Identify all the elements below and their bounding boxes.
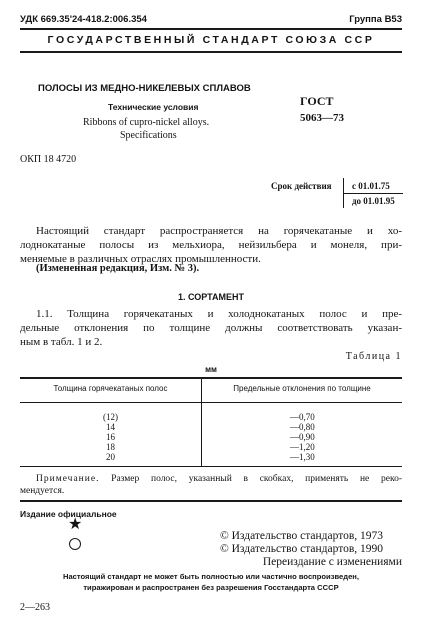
note-label: Примечание. (36, 474, 100, 484)
table-cell-thickness: 18 (106, 442, 115, 452)
star-icon: ★ (68, 516, 83, 533)
table-header-rule (20, 402, 402, 403)
intro-line: лоднокатаные полосы из мельхиора, нейзильбера и монеля, при- (20, 239, 402, 251)
section-line: ным в табл. 1 и 2. (20, 336, 103, 348)
copyright-notice-line2: тиражирован и распространен без разрешения Госстандарта СССР (83, 583, 339, 592)
table-cell-tolerance: —0,90 (290, 432, 315, 442)
table-header-thickness: Толщина горячекатаных полос (53, 384, 168, 393)
standard-banner: ГОСУДАРСТВЕННЫЙ СТАНДАРТ СОЮЗА ССР (47, 34, 375, 46)
validity-label: Срок действия (271, 181, 332, 191)
document-title: ПОЛОСЫ ИЗ МЕДНО-НИКЕЛЕВЫХ СПЛАВОВ (38, 83, 251, 94)
intro-line: меняемые в различных отраслях промышленности. (20, 253, 261, 265)
table-cell-thickness: (12) (103, 412, 118, 422)
table-cell-tolerance: —1,20 (290, 442, 315, 452)
table-cell-thickness: 20 (106, 452, 115, 462)
table-cell-tolerance: —0,70 (290, 412, 315, 422)
gost-label: ГОСТ (300, 94, 334, 108)
english-title-line1: Ribbons of cupro-nickel alloys. (83, 117, 210, 128)
section-heading: 1. СОРТАМЕНТ (177, 292, 245, 302)
section-line: дельные отклонения по толщине должны соответствовать указан- (20, 322, 402, 334)
validity-from: с 01.01.75 (352, 181, 390, 191)
table-cell-tolerance: —1,30 (290, 452, 315, 462)
footer-rule (20, 500, 402, 502)
note-text: Размер полос, указанный в скобках, применять не реко- (111, 474, 402, 484)
edition-note: (Измененная редакция, Изм. № 3). (36, 263, 200, 274)
header-rule (20, 28, 402, 30)
validity-to: до 01.01.95 (352, 196, 395, 206)
section-paragraph (20, 307, 402, 349)
table-cell-thickness: 16 (106, 432, 115, 442)
english-title-line2: Specifications (120, 130, 177, 141)
okp-code: ОКП 18 4720 (20, 154, 77, 165)
table-note (20, 473, 402, 497)
table-unit: мм (205, 365, 217, 374)
section-line: 1.1. Толщина горячекатаных и холоднокатаных полос и пре- (36, 308, 402, 320)
table-caption: Таблица 1 (345, 351, 402, 362)
document-subtitle: Технические условия (108, 102, 199, 112)
group-code: Группа В53 (349, 14, 402, 25)
note-text-continued: мендуется. (20, 486, 65, 496)
intro-paragraph (20, 224, 402, 266)
table-bottom-rule (20, 466, 402, 467)
table-header-tolerance: Предельные отклонения по толщине (233, 384, 371, 393)
circle-icon (69, 538, 81, 550)
validity-side-rule (343, 178, 344, 208)
copyright-1990: © Издательство стандартов, 1990 (220, 543, 384, 555)
udk-code: УДК 669.35'24-418.2:006.354 (20, 14, 147, 25)
copyright-1973: © Издательство стандартов, 1973 (220, 530, 384, 542)
official-edition: Издание официальное (20, 509, 117, 519)
reprint-note: Переиздание с изменениями (262, 556, 402, 568)
validity-divider (343, 193, 403, 194)
gost-number: 5063—73 (300, 112, 344, 124)
table-cell-thickness: 14 (106, 422, 115, 432)
intro-line: Настоящий стандарт распространяется на горячекатаные и хо- (36, 225, 402, 237)
table-top-rule (20, 377, 402, 379)
page-code: 2—263 (20, 602, 50, 613)
table-cell-tolerance: —0,80 (290, 422, 315, 432)
copyright-notice-line1: Настоящий стандарт не может быть полностью или частично воспроизведен, (62, 572, 360, 581)
banner-rule (20, 51, 402, 53)
